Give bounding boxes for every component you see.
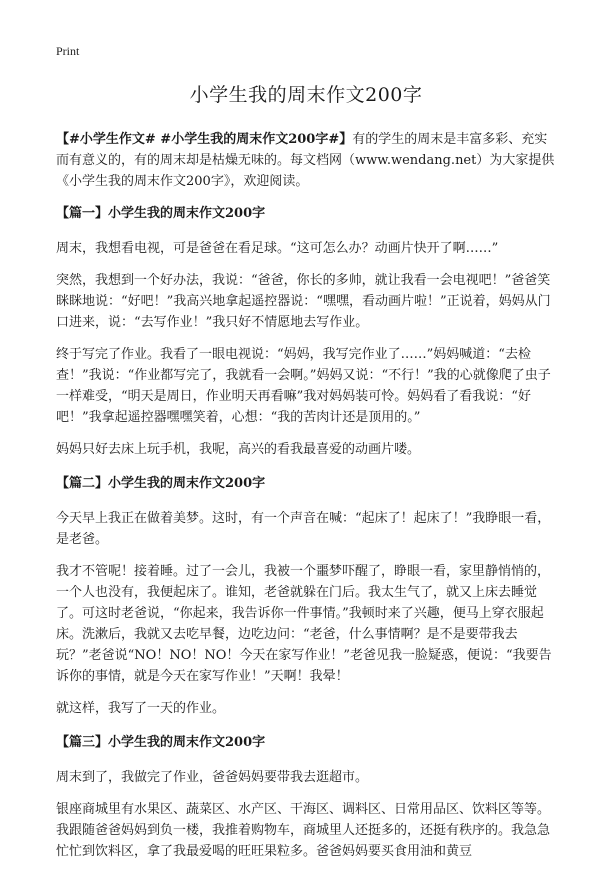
section-3-heading: 【篇三】小学生我的周末作文200字 xyxy=(56,735,266,750)
page-title: 小学生我的周末作文200字 xyxy=(189,84,423,106)
section-3-paragraph-1: 周末到了，我做完了作业，爸爸妈妈要带我去逛超市。 xyxy=(56,770,369,785)
intro-text: 有的学生的周末是丰富多彩、充实而有意义的，有的周末却是枯燥无味的。每文档网（www.wendang.net）为大家提供《小学生我的周末作文200字》，欢迎阅读。 xyxy=(56,132,555,189)
section-1-heading: 【篇一】小学生我的周末作文200字 xyxy=(56,206,266,221)
section-2-paragraph-1: 今天早上我正在做着美梦。这时，有一个声音在喊：“起床了！起床了！”我睁眼一看，是老爸。 xyxy=(56,511,551,547)
intro-paragraph xyxy=(56,129,556,192)
document-page xyxy=(56,80,556,873)
section-1-paragraph-1: 周末，我想看电视，可是爸爸在看足球。“这可怎么办？动画片快开了啊……” xyxy=(56,241,499,256)
section-2-heading: 【篇二】小学生我的周末作文200字 xyxy=(56,476,266,491)
print-label[interactable]: Print xyxy=(56,44,80,58)
section-1-paragraph-3: 终于写完了作业。我看了一眼电视说：“妈妈，我写完作业了……”妈妈喊道：“去检查！”我说：“作业都写完了，我就看一会啊。”妈妈又说：“不行！”我的心就像爬了虫子一样难受，“明天是周日，作业明天再看嘛”我对妈妈装可怜。妈妈看了看我说：“好吧！”我拿起遥控器嘿嘿笑着，心想：“我的苦肉计还是顶用的。” xyxy=(56,347,551,425)
section-1-paragraph-2: 突然，我想到一个好办法，我说：“爸爸，你长的多帅，就让我看一会电视吧！”爸爸笑眯眯地说：“好吧！”我高兴地拿起遥控器说：“嘿嘿，看动画片啦！”正说着，妈妈从门口进来，说：“去写作业！”我只好不情愿地去写作业。 xyxy=(56,273,551,330)
section-2-paragraph-2: 我才不管呢！接着睡。过了一会儿，我被一个噩梦吓醒了，睁眼一看，家里静悄悄的，一个人也没有，我便起床了。谁知，老爸就躲在门后。我太生气了，就又上床去睡觉了。可这时老爸说，“你起来，我告诉你一件事情。”我顿时来了兴趣，便马上穿衣服起床。洗漱后，我就又去吃早餐，边吃边问：“老爸，什么事情啊？是不是要带我去玩？”老爸说“NO！NO！NO！今天在家写作业！”老爸见我一脸疑惑，便说：“我要告诉你的事情，就是今天在家写作业！”天啊！我晕！ xyxy=(56,564,552,684)
section-1-paragraph-4: 妈妈只好去床上玩手机，我呢，高兴的看我最喜爱的动画片喽。 xyxy=(56,442,421,457)
intro-tags: 【#小学生作文# #小学生我的周末作文200字#】 xyxy=(56,132,353,147)
section-3-paragraph-2: 银座商城里有水果区、蔬菜区、水产区、干海区、调料区、日常用品区、饮料区等等。我跟随爸爸妈妈到负一楼，我推着购物车，商城里人还挺多的，还挺有秩序的。我急急忙忙到饮料区，拿了我最爱喝的旺旺果粒多。爸爸妈妈要买食用油和黄豆 xyxy=(56,802,551,859)
section-2-paragraph-3: 就这样，我写了一天的作业。 xyxy=(56,701,226,716)
